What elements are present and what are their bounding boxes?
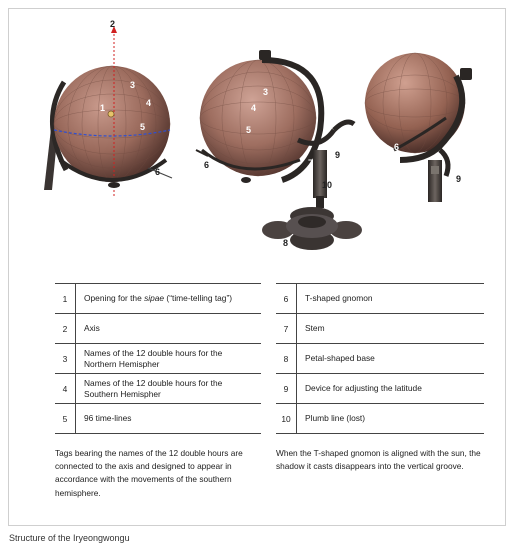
legend-row <box>276 344 484 374</box>
figure-label-3: 3 <box>130 80 136 90</box>
figure-label-1: 1 <box>100 103 106 113</box>
legend-text: Axis <box>76 314 262 344</box>
figure-label-5: 5 <box>140 122 146 132</box>
legend-number: 9 <box>276 374 297 404</box>
legend-number: 7 <box>276 314 297 344</box>
legend-number: 4 <box>55 374 76 404</box>
legend-number: 1 <box>55 284 76 314</box>
legend-table-left <box>55 283 261 434</box>
legend-row <box>276 374 484 404</box>
sundial-illustration <box>0 0 515 260</box>
legend-text: Names of the 12 double hours for the Southern Hemispher <box>76 374 262 404</box>
figure-label-6: 6 <box>155 167 161 177</box>
legend-number: 6 <box>276 284 297 314</box>
figure-label-8: 8 <box>283 238 289 248</box>
note-right: When the T-shaped gnomon is aligned with the sun, the shadow it casts disappears into the vertical groove. <box>276 448 481 472</box>
legend-row <box>276 314 484 344</box>
legend-text: 96 time-lines <box>76 404 262 434</box>
legend-row <box>55 404 261 434</box>
legend-row <box>55 284 261 314</box>
note-left: Tags bearing the names of the 12 double hours are connected to the axis and designed to appear in accordance with the movements of the southern hemisphere. <box>55 448 243 498</box>
figure-label-2: 2 <box>110 19 116 29</box>
figure-label-10: 10 <box>322 180 333 190</box>
figure-label-3-mid: 3 <box>263 87 269 97</box>
legend-text: T-shaped gnomon <box>297 284 485 314</box>
legend-text: Stem <box>297 314 485 344</box>
legend-row <box>55 344 261 374</box>
legend-number: 10 <box>276 404 297 434</box>
legend-table-right <box>276 283 484 434</box>
figure-label-7: 7 <box>308 158 314 168</box>
legend-number: 2 <box>55 314 76 344</box>
legend-row <box>276 404 484 434</box>
legend-number: 5 <box>55 404 76 434</box>
legend-text: Names of the 12 double hours for the Northern Hemispher <box>76 344 262 374</box>
legend-text: Petal-shaped base <box>297 344 485 374</box>
figure-label-9-mid: 9 <box>335 150 341 160</box>
legend-text: Opening for the sipae (“time-telling tag”) <box>76 284 262 314</box>
figure-label-4-mid: 4 <box>251 103 257 113</box>
legend-number: 8 <box>276 344 297 374</box>
legend-row <box>55 314 261 344</box>
figure-label-6-mid: 6 <box>204 160 210 170</box>
figure-caption: Structure of the Iryeongwongu <box>9 533 130 543</box>
legend-row <box>276 284 484 314</box>
figure-label-5-mid: 5 <box>246 125 252 135</box>
legend-number: 3 <box>55 344 76 374</box>
figure-label-4: 4 <box>146 98 152 108</box>
legend-text: Device for adjusting the latitude <box>297 374 485 404</box>
legend-row <box>55 374 261 404</box>
figure-label-9-right: 9 <box>456 174 462 184</box>
legend-text: Plumb line (lost) <box>297 404 485 434</box>
figure-label-6-right: 6 <box>394 142 400 152</box>
globe-left <box>44 26 172 196</box>
